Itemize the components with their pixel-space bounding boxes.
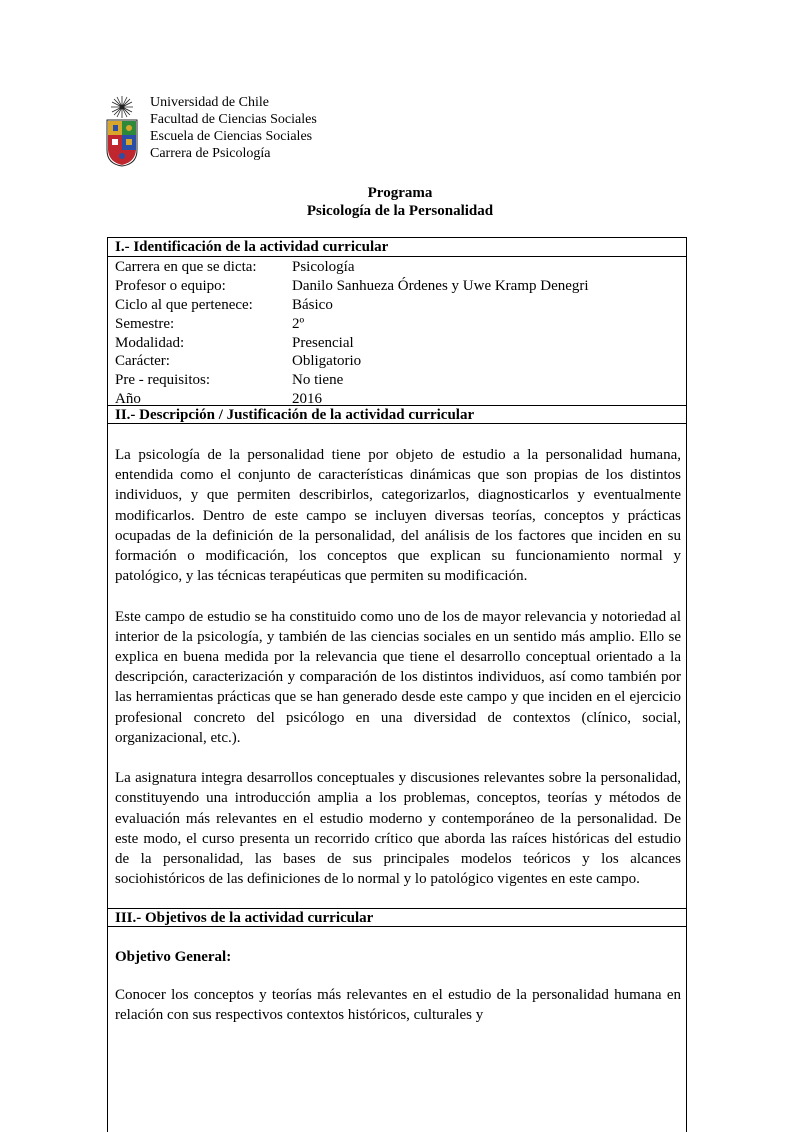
- row-value: Presencial: [292, 334, 354, 351]
- career-name: Carrera de Psicología: [150, 146, 271, 161]
- university-crest-logo: [104, 94, 140, 168]
- description-body: [115, 445, 681, 910]
- row-label: Modalidad:: [115, 334, 185, 351]
- row-label: Ciclo al que pertenece:: [115, 296, 253, 313]
- university-name: Universidad de Chile: [150, 95, 269, 110]
- institution-lines: [150, 94, 470, 162]
- row-value: 2º: [292, 315, 305, 332]
- table-row: [115, 371, 675, 390]
- section-identification-heading: I.- Identificación de la actividad curricular: [108, 238, 686, 257]
- table-row: [115, 258, 675, 277]
- section-objectives-heading: III.- Objetivos de la actividad curricular: [108, 908, 686, 927]
- row-label: Carrera en que se dicta:: [115, 259, 257, 275]
- identification-rows: [115, 258, 675, 409]
- faculty-name: Facultad de Ciencias Sociales: [150, 112, 317, 127]
- row-value: Obligatorio: [292, 353, 362, 370]
- table-row: [115, 277, 675, 296]
- row-label: Año: [115, 391, 141, 408]
- table-row: [115, 352, 675, 371]
- description-paragraph: La asignatura integra desarrollos conceptuales y discusiones relevantes sobre la personalidad, constituyendo una introducción amplia a los problemas, conceptos, teorías y métodos de evaluación más relevantes en el estudio moderno y contemporáneo de la personalidad. De este modo, el curso presenta un recorrido crítico que aborda las raíces históricas del estudio de la personalidad, las bases de sus principales modelos teóricos y los alcances sociohistóricos de las definiciones de lo normal y lo patológico vigentes en este campo.: [115, 770, 681, 888]
- row-value: Básico: [292, 296, 333, 313]
- row-label: Pre - requisitos:: [115, 372, 210, 389]
- title-program: Programa: [367, 185, 433, 201]
- row-label: Carácter:: [115, 353, 170, 370]
- table-row: [115, 296, 675, 315]
- title-course: Psicología de la Personalidad: [306, 203, 494, 219]
- program-table: [107, 237, 687, 1132]
- general-objective-heading: Objetivo General:: [115, 949, 232, 965]
- row-value: 2016: [292, 391, 322, 408]
- section-description-heading: II.- Descripción / Justificación de la actividad curricular: [108, 405, 686, 424]
- objectives-body: [115, 985, 681, 1046]
- objective-paragraph: Conocer los conceptos y teorías más relevantes en el estudio de la personalidad humana en relación con sus respectivos contextos históricos, culturales y: [115, 987, 681, 1024]
- row-value: Danilo Sanhueza Órdenes y Uwe Kramp Denegri: [292, 277, 589, 294]
- row-label: Semestre:: [115, 315, 175, 332]
- description-paragraph: La psicología de la personalidad tiene por objeto de estudio a la personalidad humana, entendida como el conjunto de características dinámicas que son propias de los distintos individuos, y que permiten describirlos, categorizarlos, diagnosticarlos y eventualmente modificarlos. Dentro de este campo se incluyen diversas teorías, conceptos y prácticas ocupadas de la definición de la personalidad, del análisis de los factores que inciden en su formación o modificación, los conceptos que explican su funcionamiento normal y patológico, y las técnicas terapéuticas que permiten su modificación.: [115, 447, 681, 585]
- row-value: Psicología: [292, 259, 355, 275]
- school-name: Escuela de Ciencias Sociales: [150, 129, 313, 144]
- table-row: [115, 334, 675, 353]
- row-label: Profesor o equipo:: [115, 277, 226, 294]
- row-value: No tiene: [292, 372, 344, 389]
- description-paragraph: Este campo de estudio se ha constituido como uno de los de mayor relevancia y notoriedad al interior de la psicología, y también de las ciencias sociales en un sentido más amplio. Ello se explica en buena medida por la relevancia que tiene el desarrollo conceptual orientado a la descripción, caracterización y comparación de los distintos individuos, así como también por las herramientas prácticas que se han generado desde este campo y que inciden en el ejercicio profesional concreto del psicólogo en una diversidad de contextos (clínico, social, organizacional, etc.).: [115, 608, 681, 746]
- document-title: [0, 184, 800, 220]
- table-row: [115, 315, 675, 334]
